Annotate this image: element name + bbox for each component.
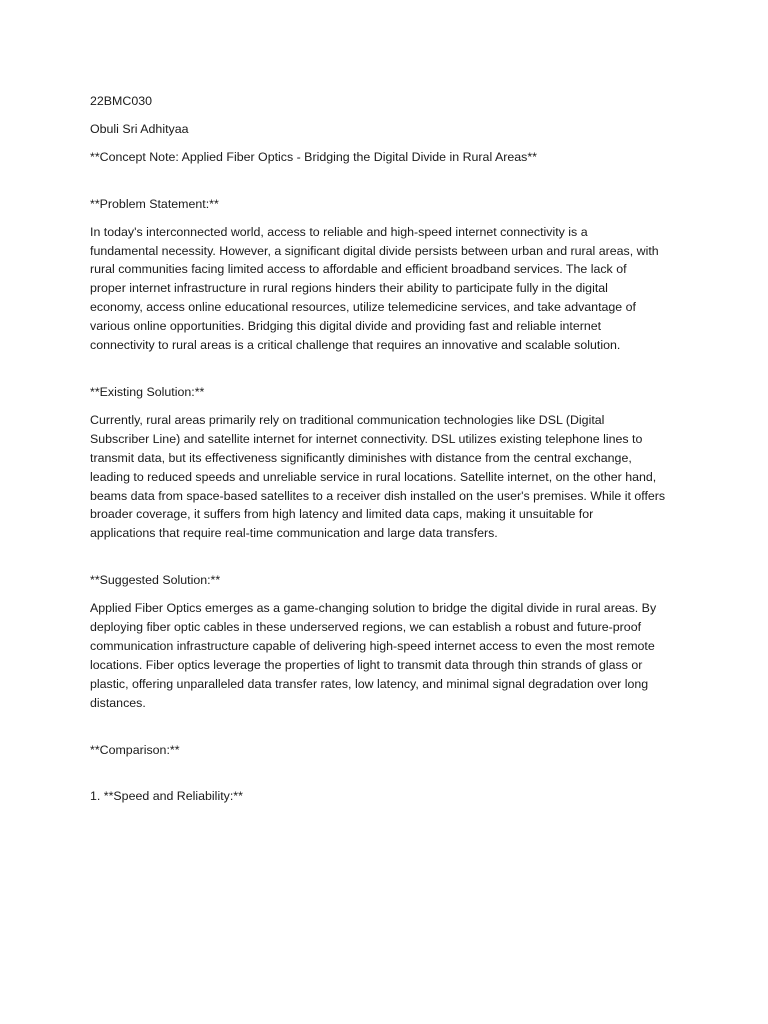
document-title: **Concept Note: Applied Fiber Optics - Bridging the Digital Divide in Rural Areas** [90,149,537,164]
paragraph-line: plastic, offering unparalleled data transfer rates, low latency, and minimal signal degradation over long [90,676,649,691]
paragraph-line: connectivity to rural areas is a critical challenge that requires an innovative and scalable solution. [90,338,621,353]
paragraph-line: Currently, rural areas primarily rely on traditional communication technologies like DSL (Digital [90,412,605,427]
paragraph-line: fundamental necessity. However, a significant digital divide persists between urban and rural areas, with [90,243,659,258]
paragraph-line: rural communities facing limited access to affordable and efficient broadband services. The lack of [90,262,627,277]
suggested-solution-paragraph [90,599,682,712]
paragraph-line: deploying fiber optic cables in these underserved regions, we can establish a robust and future-proof [90,620,642,635]
comparison-item-speed-reliability: 1. **Speed and Reliability:** [90,789,243,804]
paragraph-line: various online opportunities. Bridging this digital divide and providing fast and reliable internet [90,319,602,334]
suggested-solution-heading: **Suggested Solution:** [90,573,221,588]
paragraph-line: communication infrastructure capable of delivering high-speed internet access to even the most remote [90,638,655,653]
paragraph-line: transmit data, but its effectiveness significantly diminishes with distance from the central exchange, [90,450,632,465]
student-name: Obuli Sri Adhityaa [90,121,189,136]
paragraph-line: locations. Fiber optics leverage the properties of light to transmit data through thin strands of glass or [90,657,643,672]
comparison-heading: **Comparison:** [90,742,180,757]
paragraph-line: leading to reduced speeds and unreliable service in rural locations. Satellite internet, on the other hand, [90,469,657,484]
paragraph-line: In today's interconnected world, access to reliable and high-speed internet connectivity is a [90,224,588,239]
problem-statement-paragraph [90,223,682,355]
student-id: 22BMC030 [90,94,152,108]
paragraph-line: beams data from space-based satellites to a receiver dish installed on the user's premises. While it offers [90,488,666,503]
document-body [90,92,682,806]
problem-statement-heading: **Problem Statement:** [90,196,219,211]
paragraph-line: economy, access online educational resources, utilize telemedicine services, and take advantage of [90,300,636,315]
paragraph-line: proper internet infrastructure in rural regions hinders their ability to participate fully in the digital [90,281,608,296]
existing-solution-heading: **Existing Solution:** [90,384,205,399]
paragraph-line: Subscriber Line) and satellite internet for internet connectivity. DSL utilizes existing telephone lines to [90,431,643,446]
paragraph-line: Applied Fiber Optics emerges as a game-changing solution to bridge the digital divide in rural areas. By [90,601,657,616]
existing-solution-paragraph [90,411,682,543]
paragraph-line: broader coverage, it suffers from high latency and limited data caps, making it unsuitable for [90,507,594,522]
paragraph-line: distances. [90,695,146,710]
paragraph-line: applications that require real-time communication and large data transfers. [90,526,498,541]
